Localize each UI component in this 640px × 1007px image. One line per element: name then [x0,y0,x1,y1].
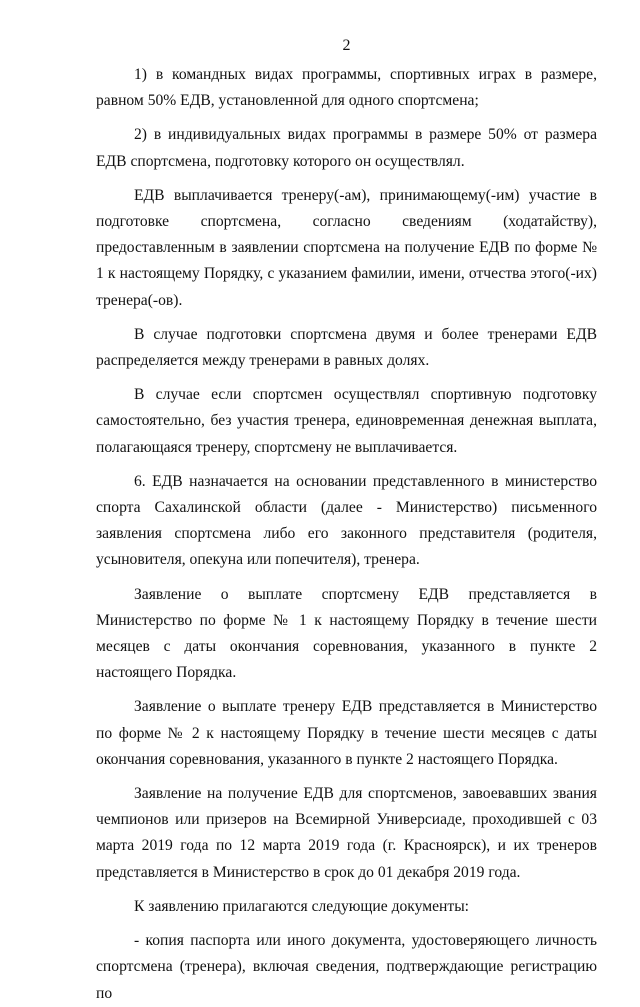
paragraph-universiade-application: Заявление на получение ЕДВ для спортсменов, завоевавших звания чемпионов или призеров на Всемирной Универсиаде, проходившей с 03 марта 2019 года по 12 марта 2019 года (г. Красноярск), и их тренеров представляется в Министерство в срок до 01 декабря 2019 года. [96,785,597,881]
paragraph-item-6: 6. ЕДВ назначается на основании представленного в министерство спорта Сахалинской области (далее - Министерство) письменного заявления спортсмена либо его законного представителя (родителя, усыновителя, опекуна или попечителя), тренера. [96,472,597,569]
paragraph-coach-application: Заявление о выплате тренеру ЕДВ представляется в Министерство по форме № 2 к настоящему Порядку в течение шести месяцев с даты окончания соревнования, указанного в пункте 2 настоящего Порядка. [96,698,597,768]
paragraph-documents-intro: К заявлению прилагаются следующие документы: [134,897,470,915]
page-number: 2 [342,37,351,54]
paragraph-athlete-application: Заявление о выплате спортсмену ЕДВ представляется в Министерство по форме № 1 к настоящему Порядку в течение шести месяцев с даты окончания соревнования, указанного в пункте 2 настоящего Порядка. [96,585,597,682]
paragraph-coach-payment: ЕДВ выплачивается тренеру(-ам), принимающему(-им) участие в подготовке спортсмена, согласно сведениям (ходатайству), предоставленным в заявлении спортсмена на получение ЕДВ по форме № 1 к настоящему Порядку, с указанием фамилии, имени, отчества этого(-их) тренера(-ов). [96,186,597,309]
paragraph-passport-copy: - копия паспорта или иного документа, удостоверяющего личность спортсмена (тренера), включая сведения, подтверждающие регистрацию по [96,932,597,1002]
paragraph-team-sports: 1) в командных видах программы, спортивных играх в размере, равном 50% ЕДВ, установленной для одного спортсмена; [96,66,597,110]
paragraph-self-trained: В случае если спортсмен осуществлял спортивную подготовку самостоятельно, без участия тренера, единовременная денежная выплата, полагающаяся тренеру, спортсмену не выплачивается. [96,386,597,456]
paragraph-individual-sports: 2) в индивидуальных видах программы в размере 50% от размера ЕДВ спортсмена, подготовку которого он осуществлял. [96,126,597,170]
paragraph-multiple-coaches: В случае подготовки спортсмена двумя и более тренерами ЕДВ распределяется между тренерами в равных долях. [96,325,597,370]
document-page [96,36,597,1007]
